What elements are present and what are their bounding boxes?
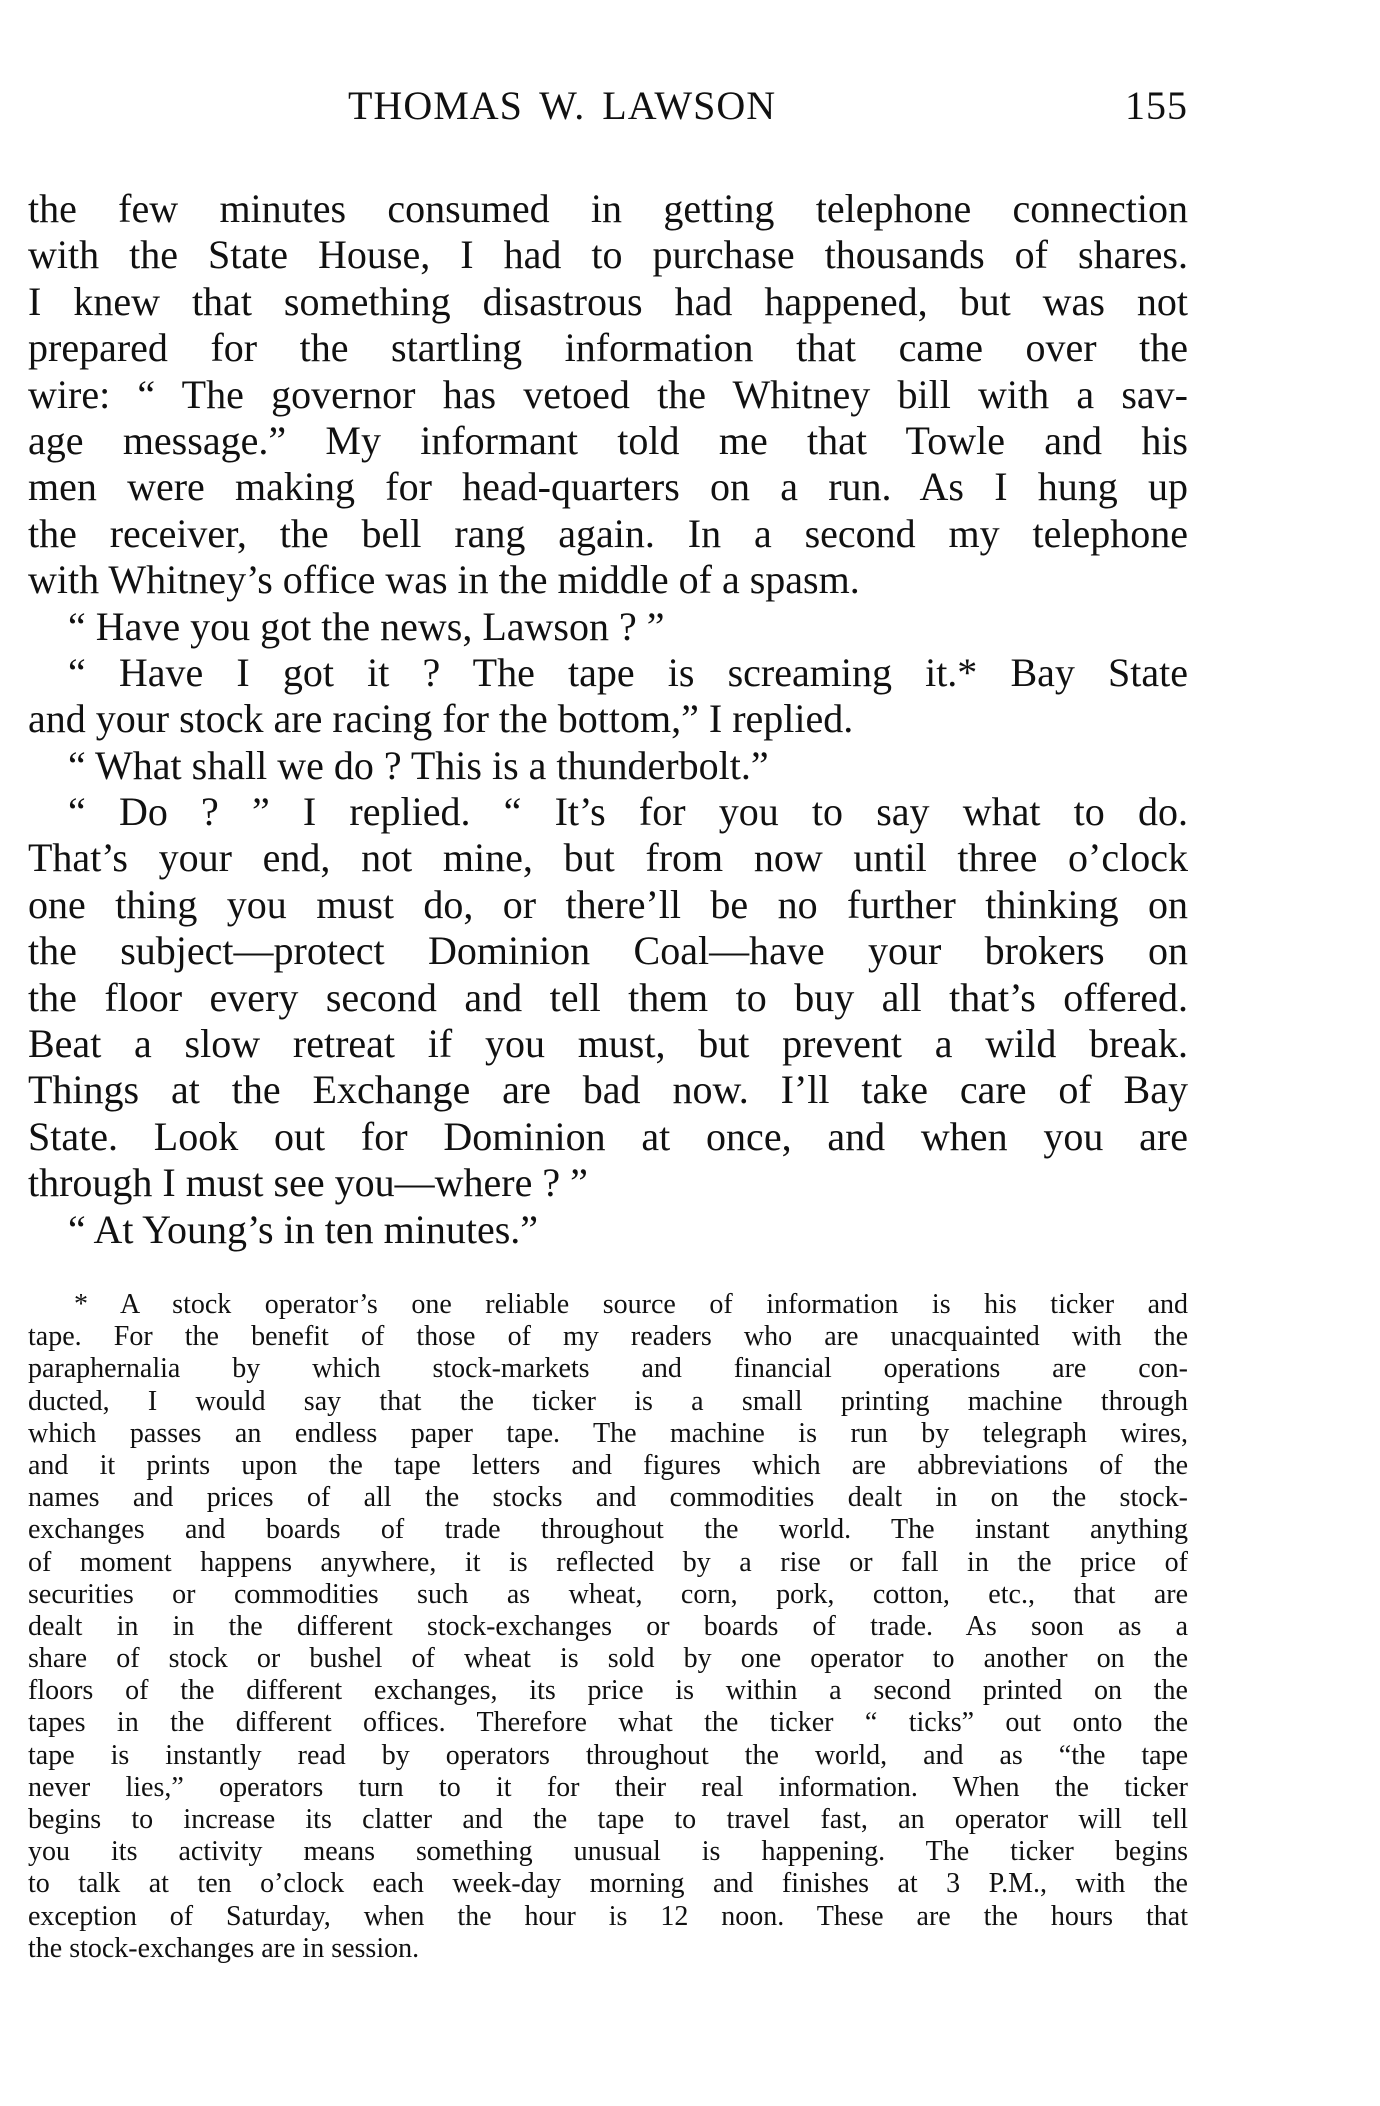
- footnote-line: never lies,” operators turn to it for their real information. When the ticker: [28, 1771, 1188, 1803]
- text-line: State. Look out for Dominion at once, and when you are: [28, 1113, 1188, 1159]
- footnote-line: exception of Saturday, when the hour is 12 noon. These are the hours that: [28, 1900, 1188, 1932]
- text-line: “ What shall we do ? This is a thunderbolt.”: [68, 742, 769, 788]
- footnote-line: tape. For the benefit of those of my readers who are unacquainted with the: [28, 1321, 1188, 1353]
- running-title: THOMAS W. LAWSON: [348, 83, 777, 128]
- text-line: the floor every second and tell them to buy all that’s offered.: [28, 974, 1188, 1020]
- text-line: the subject—protect Dominion Coal—have your brokers on: [28, 928, 1188, 974]
- footnote-line: floors of the different exchanges, its price is within a second printed on the: [28, 1675, 1188, 1707]
- main-text: [28, 186, 1188, 1253]
- footnote-line: share of stock or bushel of wheat is sold by one operator to another on the: [28, 1643, 1188, 1675]
- footnote-line: the stock-exchanges are in session.: [28, 1932, 420, 1964]
- text-line: through I must see you—where ? ”: [28, 1160, 588, 1206]
- text-line: I knew that something disastrous had happened, but was not: [28, 278, 1188, 324]
- text-line: one thing you must do, or there’ll be no further thinking on: [28, 881, 1188, 927]
- footnote-line: paraphernalia by which stock-markets and financial operations are con-: [28, 1353, 1188, 1385]
- text-line: “ At Young’s in ten minutes.”: [68, 1206, 539, 1252]
- text-line: men were making for head-quarters on a run. As I hung up: [28, 464, 1188, 510]
- footnote-line: you its activity means something unusual is happening. The ticker begins: [28, 1836, 1188, 1868]
- footnote-line: securities or commodities such as wheat, corn, pork, cotton, etc., that are: [28, 1578, 1188, 1610]
- running-header: [28, 82, 1188, 132]
- footnote-line: tapes in the different offices. Therefore what the ticker “ ticks” out onto the: [28, 1707, 1188, 1739]
- footnote-line: ducted, I would say that the ticker is a small printing machine through: [28, 1385, 1188, 1417]
- footnote: [28, 1289, 1188, 1965]
- footnote-line: begins to increase its clatter and the tape to travel fast, an operator will tell: [28, 1804, 1188, 1835]
- text-line: “ Have I got it ? The tape is screaming it.* Bay State: [68, 649, 1188, 695]
- text-line: That’s your end, not mine, but from now until three o’clock: [28, 835, 1188, 881]
- text-line: with the State House, I had to purchase thousands of shares.: [28, 232, 1188, 278]
- text-line: the receiver, the bell rang again. In a second my telephone: [28, 510, 1188, 556]
- text-line: prepared for the startling information that came over the: [28, 325, 1188, 371]
- text-line: Things at the Exchange are bad now. I’ll take care of Bay: [28, 1067, 1188, 1113]
- text-line: “ Have you got the news, Lawson ? ”: [68, 603, 665, 649]
- text-line: with Whitney’s office was in the middle of a spasm.: [28, 557, 860, 603]
- text-line: Beat a slow retreat if you must, but prevent a wild break.: [28, 1021, 1188, 1067]
- text-line: “ Do ? ” I replied. “ It’s for you to say what to do.: [68, 789, 1188, 835]
- text-line: wire: “ The governor has vetoed the Whitney bill with a sav-: [28, 371, 1188, 417]
- text-line: age message.” My informant told me that Towle and his: [28, 417, 1188, 463]
- footnote-line: * A stock operator’s one reliable source of information is his ticker and: [74, 1289, 1188, 1320]
- page-number: 155: [1125, 83, 1188, 128]
- footnote-line: which passes an endless paper tape. The machine is run by telegraph wires,: [28, 1417, 1188, 1449]
- text-line: and your stock are racing for the bottom,” I replied.: [28, 696, 854, 742]
- footnote-line: to talk at ten o’clock each week-day morning and finishes at 3 P.M., with the: [28, 1868, 1188, 1900]
- text-line: the few minutes consumed in getting telephone connection: [28, 186, 1188, 231]
- footnote-line: and it prints upon the tape letters and figures which are abbreviations of the: [28, 1449, 1188, 1481]
- footnote-line: exchanges and boards of trade throughout the world. The instant anything: [28, 1514, 1188, 1546]
- footnote-line: of moment happens anywhere, it is reflected by a rise or fall in the price of: [28, 1546, 1188, 1578]
- footnote-line: names and prices of all the stocks and commodities dealt in on the stock-: [28, 1482, 1188, 1514]
- footnote-line: dealt in in the different stock-exchanges or boards of trade. As soon as a: [28, 1610, 1188, 1642]
- footnote-line: tape is instantly read by operators throughout the world, and as “the tape: [28, 1739, 1188, 1771]
